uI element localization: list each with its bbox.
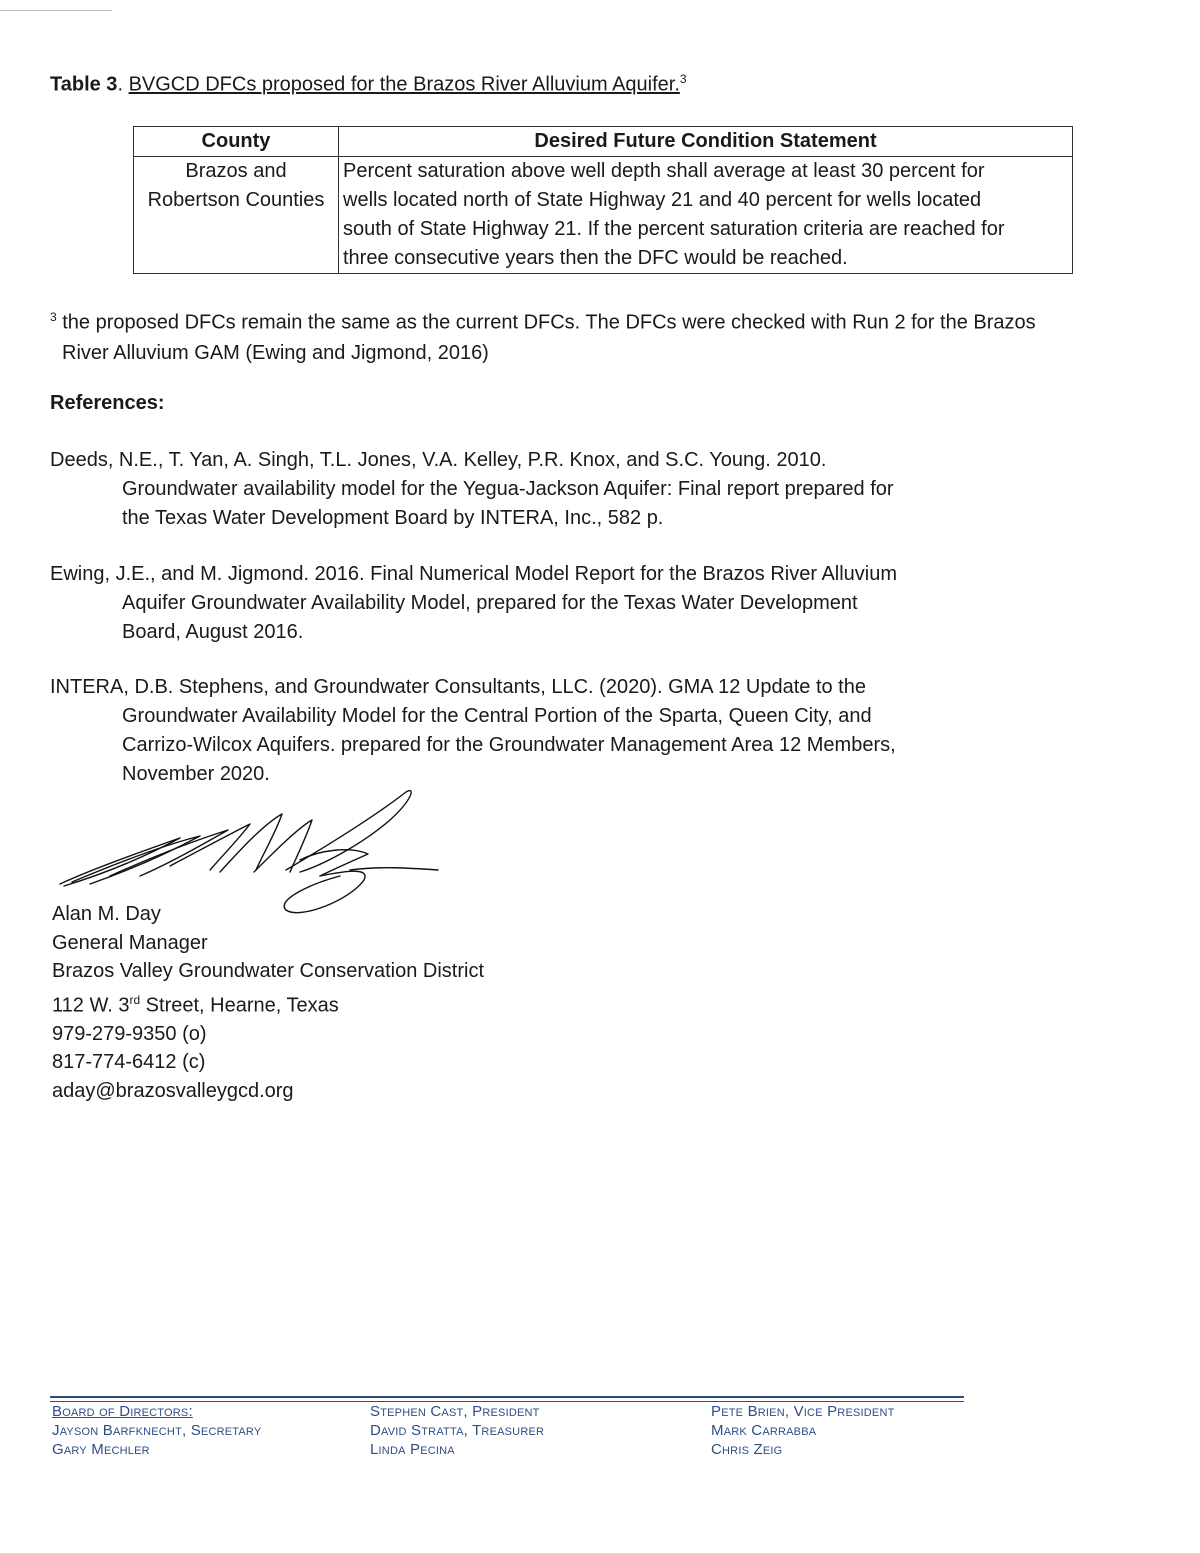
director-name: Chris Zeig [711, 1441, 783, 1458]
footnote-marker: 3 [679, 72, 687, 86]
office-phone: 979-279-9350 (o) [52, 1022, 207, 1045]
email-address: aday@brazosvalleygcd.org [52, 1079, 294, 1102]
references-heading: References: [50, 392, 165, 414]
reference-item: Ewing, J.E., and M. Jigmond. 2016. Final Numerical Model Report for the Brazos River Alluvium Aquifer Groundwater Availability Model, prepared for the Texas Water Development Board, August 2016. [50, 563, 898, 643]
county-cell: Brazos and Robertson Counties [134, 157, 339, 274]
reference-item: Deeds, N.E., T. Yan, A. Singh, T.L. Jones, V.A. Kelley, P.R. Knox, and S.C. Young. 2010. Groundwater availability model for the Yegua-Jackson Aquifer: Final report prepared for the Texas Water Development Board by INTERA, Inc., 582 p. [50, 449, 894, 529]
footer-column-2 [370, 1402, 544, 1459]
table-label: Table 3 [50, 73, 118, 96]
table-row [134, 157, 1073, 274]
director-name: Gary Mechler [52, 1441, 150, 1458]
street-address: 112 W. 3rd Street, Hearne, Texas [52, 992, 339, 1017]
director-name: Stephen Cast, President [370, 1403, 540, 1420]
handwritten-signature [50, 780, 450, 920]
director-name: Linda Pecina [370, 1441, 455, 1458]
signer-name: Alan M. Day [52, 903, 161, 925]
cell-phone: 817-774-6412 (c) [52, 1051, 206, 1074]
table-header-row [134, 127, 1073, 157]
director-name: Mark Carrabba [711, 1422, 817, 1439]
footer-column-1 [52, 1402, 261, 1459]
footnote-number: 3 [50, 310, 57, 324]
footnote: $^3$ the proposed DFCs remain the same as the current DFCs. The DFCs were checked with Run 2 for the Brazos River Alluvium GAM (Ewing and Jigmond, 2016) [50, 310, 1036, 364]
column-header-county: County [134, 127, 339, 157]
top-rule [0, 10, 112, 11]
table-caption: Table 3. BVGCD DFCs proposed for the Brazos River Alluvium Aquifer.$^3$ [50, 72, 687, 96]
dfc-table [133, 126, 1073, 274]
director-name: Jayson Barfknecht, Secretary [52, 1422, 262, 1439]
signer-title: General Manager [52, 931, 208, 954]
table-title: BVGCD DFCs proposed for the Brazos River Alluvium Aquifer. [128, 73, 680, 96]
organization-name: Brazos Valley Groundwater Conservation District [52, 960, 485, 982]
footer-column-3 [711, 1402, 895, 1459]
director-name: Pete Brien, Vice President [711, 1403, 895, 1420]
statement-cell: Percent saturation above well depth shall average at least 30 percent for wells located north of State Highway 21 and 40 percent for wells located south of State Highway 21. If the percent saturation criteria are reached for three consecutive years then the DFC would be reached. [339, 157, 1073, 274]
board-of-directors-label: Board of Directors: [52, 1403, 193, 1420]
reference-item: INTERA, D.B. Stephens, and Groundwater Consultants, LLC. (2020). GMA 12 Update to the Groundwater Availability Model for the Central Portion of the Sparta, Queen City, and Carrizo-Wilcox Aquifers. prepared for the Groundwater Management Area 12 Members, November 2020. [50, 676, 896, 785]
column-header-statement: Desired Future Condition Statement [339, 127, 1073, 157]
signature-block [52, 900, 484, 1105]
director-name: David Stratta, Treasurer [370, 1422, 545, 1439]
